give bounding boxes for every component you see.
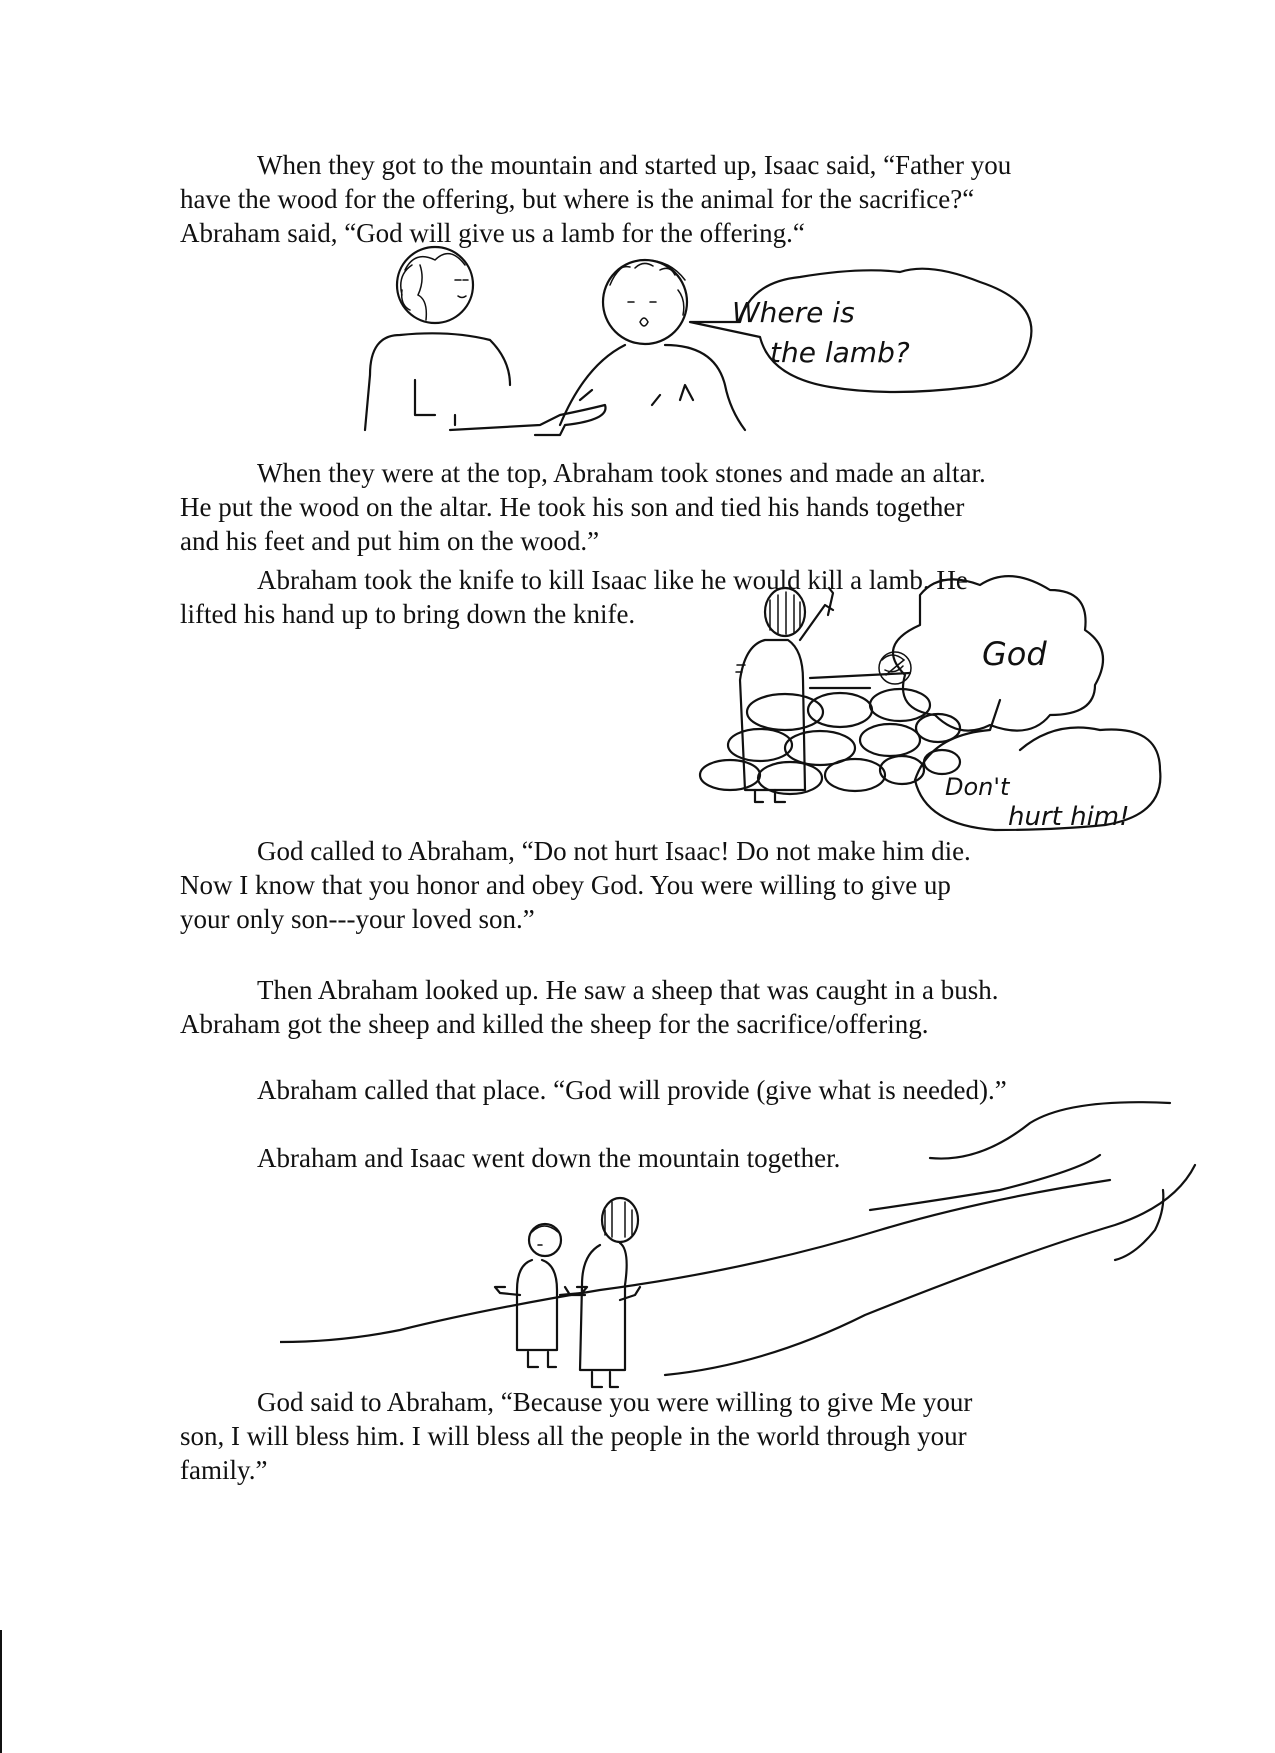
- text-line: have the wood for the offering, but where is the animal for the sacrifice?“: [180, 184, 975, 214]
- bubble-text-line1: Where is: [732, 296, 855, 329]
- altar-stones: [700, 689, 960, 794]
- scan-edge-mark: [0, 1630, 2, 1753]
- bubble-god-line2: hurt him!: [1008, 802, 1130, 832]
- paragraph-mountain-question: [180, 148, 1080, 250]
- paragraph-god-calls: [180, 834, 1080, 936]
- text-line: Abraham said, “God will give us a lamb for the offering.“: [180, 218, 805, 248]
- text-line: Abraham took the knife to kill Isaac like he would kill a lamb. He: [257, 565, 968, 595]
- text-line: Then Abraham looked up. He saw a sheep that was caught in a bush.: [257, 975, 999, 1005]
- text-line: and his feet and put him on the wood.”: [180, 526, 600, 556]
- text-line: God said to Abraham, “Because you were willing to give Me your: [257, 1387, 973, 1417]
- text-line: Now I know that you honor and obey God. You were willing to give up: [180, 870, 951, 900]
- paragraph-blessing: [180, 1385, 1080, 1487]
- isaac-on-altar: [810, 652, 911, 688]
- text-line: lifted his hand up to bring down the knife.: [180, 599, 636, 629]
- text-line: Abraham called that place. “God will provide (give what is needed).”: [257, 1075, 1007, 1105]
- illustration-mountain-path: [280, 1090, 1220, 1400]
- text-line: family.”: [180, 1455, 268, 1485]
- paragraph-altar: [180, 456, 1080, 558]
- speech-bubble-isaac: [690, 269, 1031, 392]
- text-line: God called to Abraham, “Do not hurt Isaac! Do not make him die.: [257, 836, 971, 866]
- paragraph-sheep: [180, 973, 1080, 1041]
- bubble-god-line1: Don't: [945, 773, 1010, 801]
- text-line: Abraham got the sheep and killed the sheep for the sacrifice/offering.: [180, 1009, 929, 1039]
- bubble-text-line2: the lamb?: [770, 336, 910, 369]
- illustration-altar-scene: [670, 570, 1210, 860]
- text-line: When they got to the mountain and started up, Isaac said, “Father you: [257, 150, 1012, 180]
- illustration-abraham-isaac-talking: [360, 240, 1080, 470]
- text-line: your only son---your loved son.”: [180, 904, 535, 934]
- isaac-figure: [560, 260, 745, 430]
- text-line: When they were at the top, Abraham took stones and made an altar.: [257, 458, 986, 488]
- text-line: He put the wood on the altar. He took his son and tied his hands together: [180, 492, 965, 522]
- text-line: son, I will bless him. I will bless all the people in the world through your: [180, 1421, 967, 1451]
- speech-bubble-god: [915, 700, 1160, 832]
- text-line: Abraham and Isaac went down the mountain together.: [257, 1143, 841, 1173]
- cloud-text: God: [982, 635, 1047, 673]
